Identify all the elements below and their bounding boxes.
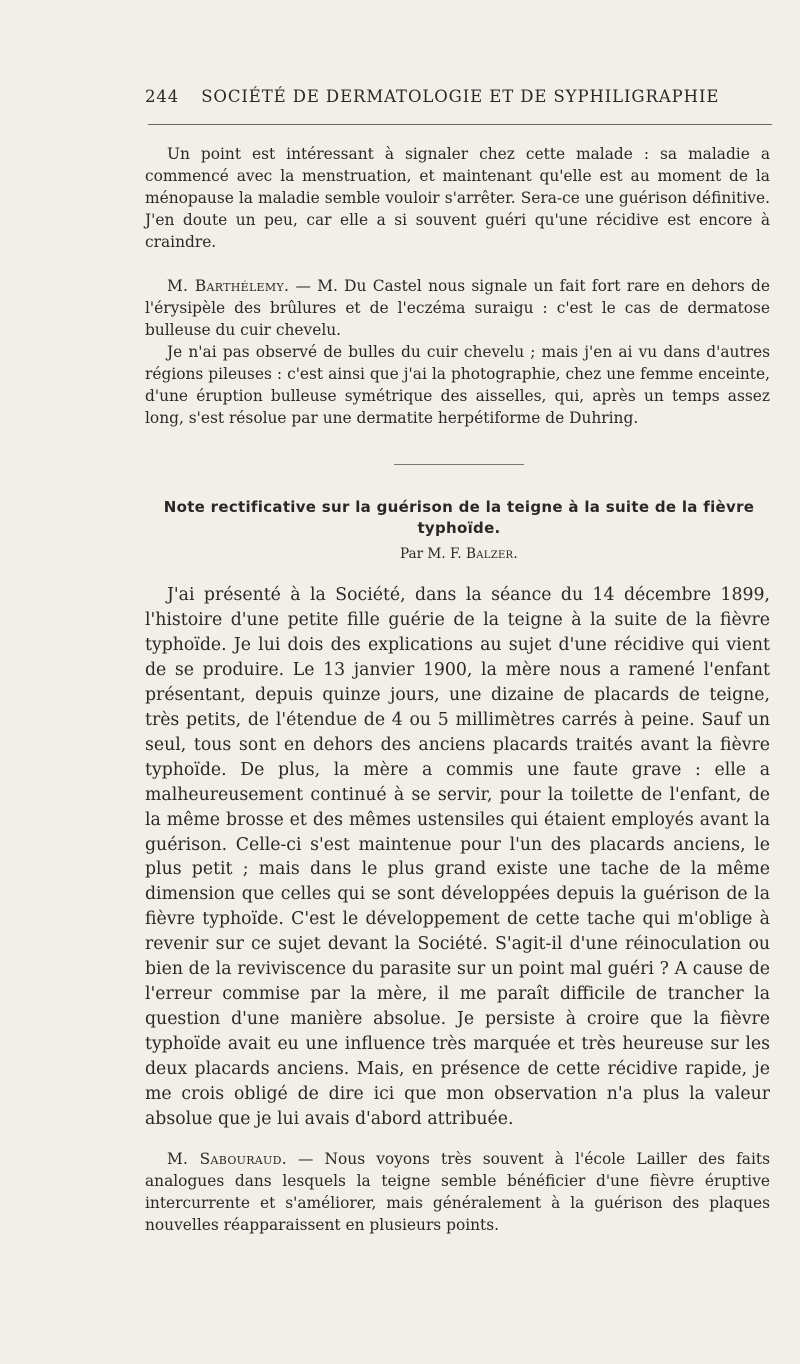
paragraph-1: Un point est intéressant à signaler chez cette malade : sa maladie a commencé avec la menstruation, et maintenant qu'elle est au moment de la ménopause la maladie semble vouloir s'arrêter. Sera-ce une guérison définitive. J'en doute un peu, car elle a si souvent guéri qu'une récidive est encore à craindre.: [145, 145, 770, 252]
running-header: [145, 87, 770, 106]
paragraph-2: [145, 275, 770, 341]
speaker-barthelemy: M. Barthélemy.: [167, 277, 290, 295]
paragraph-5: [145, 1148, 770, 1236]
article-title: Note rectificative sur la guérison de la teigne à la suite de la fièvre typhoïde.: [163, 498, 755, 537]
paragraph-3: Je n'ai pas observé de bulles du cuir chevelu ; mais j'en ai vu dans d'autres régions pileuses : c'est ainsi que j'ai la photographie, chez une femme enceinte, d'une éruption bulleuse symétrique des aisselles, qui, après un temps assez long, s'est résolue par une dermatite herpétiforme de Duhring.: [145, 343, 770, 428]
page-number: 244: [145, 87, 180, 106]
section-separator: [394, 464, 524, 465]
running-title: SOCIÉTÉ DE DERMATOLOGIE ET DE SYPHILIGRAPHIE: [201, 87, 720, 106]
paragraph-4: J'ai présenté à la Société, dans la séance du 14 décembre 1899, l'histoire d'une petite fille guérie de la teigne à la suite de la fièvre typhoïde. Je lui dois des explications au sujet d'une récidive qui vient de se produire. Le 13 janvier 1900, la mère nous a ramené l'enfant présentant, depuis quinze jours, une dizaine de placards de teigne, très petits, de l'étendue de 4 ou 5 millimètres carrés à peine. Sauf un seul, tous sont en dehors des anciens placards traités avant la fièvre typhoïde. De plus, la mère a commis une faute grave : elle a malheureusement continué à se servir, pour la toilette de l'enfant, de la même brosse et des mêmes ustensiles qui étaient employés avant la guérison. Celle-ci s'est maintenue pour l'un des placards anciens, le plus petit ; mais dans le plus grand existe une tache de la même dimension que celles qui se sont développées depuis la guérison de la fièvre typhoïde. C'est le développement de cette tache qui m'oblige à revenir sur ce sujet devant la Société. S'agit-il d'une réinoculation ou bien de la reviviscence du parasite sur un point mal guéri ? A cause de l'erreur commise par la mère, il me paraît difficile de trancher la question d'une manière absolue. Je persiste à croire que la fièvre typhoïde avait eu une influence très marquée et très heureuse sur les deux placards anciens. Mais, en présence de cette récidive rapide, je me crois obligé de dire ici que mon observation n'a plus la valeur absolue que je lui avais d'abord attribuée.: [145, 585, 770, 1130]
author-name: Balzer.: [465, 546, 519, 562]
byline-prefix: Par M. F.: [399, 546, 466, 562]
article-byline: [145, 545, 773, 563]
paragraph-2-text: — M. Du Castel nous signale un fait fort rare en dehors de l'érysipèle des brûlures et de l'eczéma suraigu : c'est le cas de dermatose bulleuse du cuir chevelu.: [145, 277, 770, 340]
header-rule: [148, 124, 772, 125]
speaker-sabouraud: M. Sabouraud.: [167, 1150, 287, 1168]
paragraph-5-text: — Nous voyons très souvent à l'école Lailler des faits analogues dans lesquels la teigne semble bénéficier d'une fièvre éruptive intercurrente et s'améliorer, mais généralement à la guérison des plaques nouvelles réapparaissent en plusieurs points.: [145, 1150, 770, 1235]
